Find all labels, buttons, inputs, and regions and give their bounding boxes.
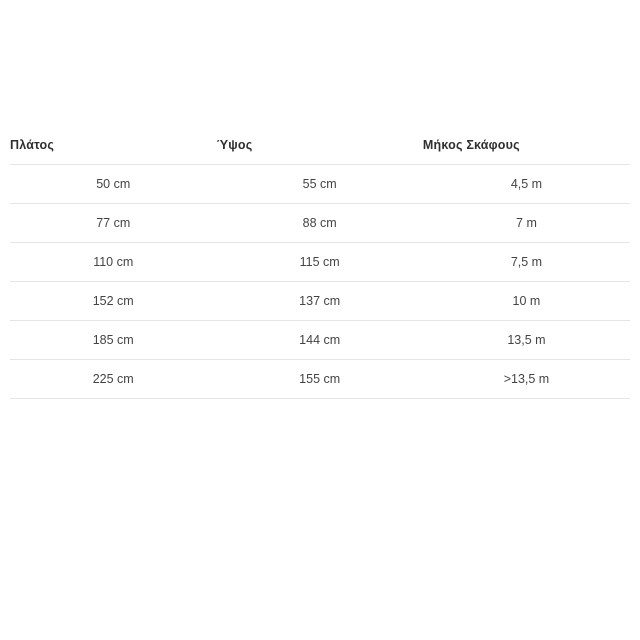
cell-height: 144 cm — [216, 321, 422, 360]
cell-height: 55 cm — [216, 165, 422, 204]
cell-width: 50 cm — [10, 165, 216, 204]
cell-height: 115 cm — [216, 243, 422, 282]
cell-boat-length: 7 m — [423, 204, 630, 243]
cell-height: 155 cm — [216, 360, 422, 399]
table-body — [10, 165, 630, 399]
cell-width: 152 cm — [10, 282, 216, 321]
column-header-boat-length: Μήκος Σκάφους — [423, 126, 630, 165]
table-row — [10, 282, 630, 321]
cell-boat-length: 4,5 m — [423, 165, 630, 204]
cell-height: 88 cm — [216, 204, 422, 243]
specifications-table-container — [10, 126, 630, 399]
cell-height: 137 cm — [216, 282, 422, 321]
cell-width: 110 cm — [10, 243, 216, 282]
column-header-width: Πλάτος — [10, 126, 216, 165]
cell-boat-length: >13,5 m — [423, 360, 630, 399]
cell-width: 77 cm — [10, 204, 216, 243]
cell-boat-length: 10 m — [423, 282, 630, 321]
cell-boat-length: 7,5 m — [423, 243, 630, 282]
cell-width: 225 cm — [10, 360, 216, 399]
table-header — [10, 126, 630, 165]
table-row — [10, 243, 630, 282]
table-row — [10, 321, 630, 360]
cell-boat-length: 13,5 m — [423, 321, 630, 360]
table-row — [10, 165, 630, 204]
column-header-height: Ύψος — [216, 126, 422, 165]
cell-width: 185 cm — [10, 321, 216, 360]
table-row — [10, 204, 630, 243]
table-row — [10, 360, 630, 399]
specifications-table — [10, 126, 630, 399]
table-header-row — [10, 126, 630, 165]
